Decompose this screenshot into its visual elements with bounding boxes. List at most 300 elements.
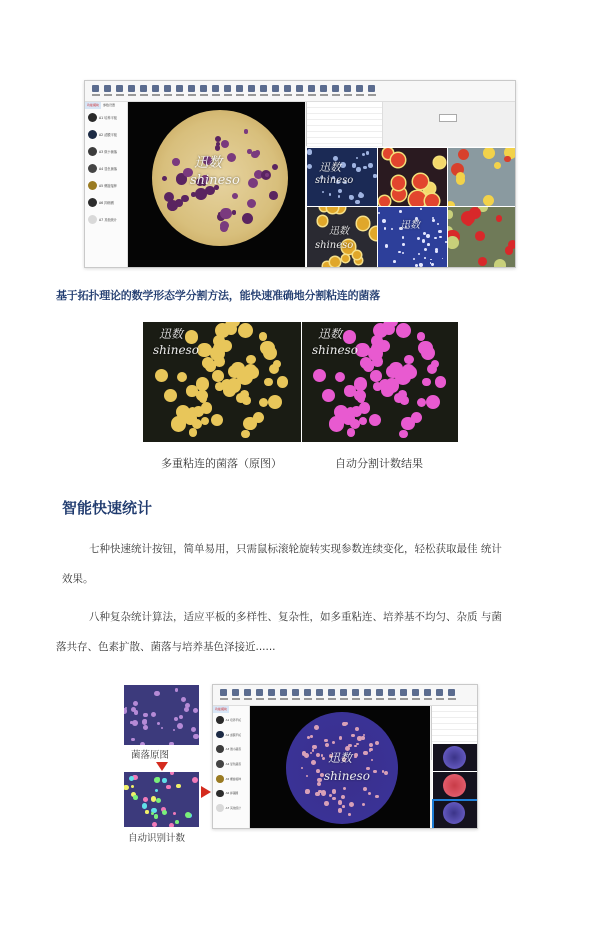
colony — [411, 412, 422, 423]
colony — [131, 785, 134, 788]
toolbar-tool-icon[interactable] — [259, 85, 268, 97]
side-item-label: A6 抑菌圈 — [99, 201, 114, 205]
watermark-top: 迅数 — [328, 751, 353, 765]
colony — [338, 800, 342, 804]
colony — [427, 364, 437, 374]
colony — [264, 378, 273, 387]
colony — [195, 188, 207, 200]
colony — [341, 795, 345, 799]
toolbar-tool-icon[interactable] — [399, 689, 408, 701]
colony — [263, 346, 277, 360]
colony — [255, 150, 261, 156]
toolbar-tool-icon[interactable] — [267, 689, 276, 701]
result-caption: 自动分割计数结果 — [335, 457, 423, 470]
side-item-label: A3 微小菌落 — [99, 150, 117, 154]
side-item-label: A7 其他统计 — [99, 218, 117, 222]
colony — [314, 725, 319, 730]
colony — [215, 382, 224, 391]
module-icon — [216, 731, 224, 739]
colony — [363, 787, 367, 791]
toolbar-tool-icon[interactable] — [283, 85, 292, 97]
side-item[interactable] — [213, 759, 249, 769]
colony — [305, 790, 309, 794]
watermark-bottom: shineso — [324, 769, 370, 783]
colony — [248, 178, 258, 188]
arrow-right-icon — [201, 786, 211, 798]
colony — [193, 734, 199, 740]
colony — [475, 231, 485, 241]
function-side-panel — [85, 102, 128, 267]
colony — [373, 382, 382, 391]
side-item[interactable] — [213, 744, 249, 754]
colony — [143, 713, 147, 717]
side-item[interactable] — [85, 146, 127, 157]
colony — [363, 166, 366, 169]
side-item-label: A1 培养平板 — [225, 717, 241, 722]
colony — [132, 720, 138, 726]
colony — [313, 369, 326, 382]
colony — [418, 253, 420, 255]
colony — [349, 195, 354, 200]
colony — [259, 332, 267, 340]
colony — [384, 227, 386, 229]
colony — [357, 217, 370, 230]
colony — [317, 782, 321, 786]
paragraph-1-line-1: 七种快速统计按钮，简单易用，只需鼠标滚轮旋转实现参数连续变化，轻松获取最佳 统计 — [89, 543, 502, 555]
colony — [413, 258, 415, 260]
colony — [366, 151, 370, 155]
toolbar-tool-icon[interactable] — [339, 689, 348, 701]
side-item-label: A2 滤膜平板 — [99, 133, 117, 137]
colony — [398, 251, 400, 253]
colony — [175, 688, 179, 692]
colony — [422, 378, 431, 387]
colony — [151, 712, 156, 717]
side-item[interactable] — [85, 163, 127, 174]
colony — [483, 147, 495, 159]
colony — [434, 157, 445, 168]
toolbar-tool-icon[interactable] — [447, 689, 456, 701]
colony — [343, 787, 346, 790]
colony — [344, 385, 355, 396]
colony — [392, 176, 405, 189]
colony — [356, 167, 361, 172]
colony — [162, 176, 167, 181]
colony — [447, 236, 459, 249]
colony — [221, 140, 229, 148]
colony — [363, 734, 365, 736]
toolbar-tool-icon[interactable] — [295, 85, 304, 97]
colony — [241, 430, 249, 438]
colony — [166, 785, 170, 789]
colony — [354, 377, 368, 391]
side-item[interactable] — [213, 803, 249, 813]
colony — [396, 323, 411, 338]
colony — [232, 210, 237, 215]
colony — [382, 219, 386, 223]
colony — [339, 736, 342, 739]
toolbar-tool-icon[interactable] — [343, 85, 352, 97]
colony — [342, 255, 349, 262]
toolbar-tool-icon[interactable] — [315, 689, 324, 701]
colony — [140, 742, 145, 745]
tab-parameters[interactable]: 参数设置 — [103, 103, 116, 107]
colony — [373, 770, 376, 773]
tab-function[interactable]: 功能模块 — [215, 707, 228, 711]
module-icon — [216, 745, 224, 753]
toolbar-tool-icon[interactable] — [219, 689, 228, 701]
colony — [350, 419, 360, 429]
colony — [379, 196, 390, 207]
module-icon — [216, 760, 224, 768]
toolbar-tool-icon[interactable] — [187, 85, 196, 97]
side-item-list — [213, 713, 249, 813]
colony — [362, 153, 365, 156]
colony — [244, 366, 256, 378]
colony — [324, 801, 329, 806]
colony — [175, 820, 179, 824]
colony — [316, 753, 320, 757]
toolbar-tool-icon[interactable] — [307, 85, 316, 97]
colony — [419, 263, 423, 267]
colony — [322, 793, 325, 796]
colony — [409, 191, 426, 207]
colony — [161, 727, 163, 729]
colony — [324, 739, 327, 742]
module-icon — [88, 181, 97, 190]
colony — [398, 390, 407, 399]
thumbnail-plate-2 — [432, 771, 478, 800]
colony — [170, 772, 174, 775]
watermark-top: 迅数 — [318, 327, 343, 341]
colony — [197, 343, 212, 358]
colony — [439, 236, 441, 238]
colony — [438, 230, 442, 234]
thumbnail-watermark-top: 迅数 — [329, 226, 349, 237]
colony — [179, 715, 183, 719]
module-icon — [216, 790, 224, 798]
function-side-panel — [213, 706, 250, 828]
colony — [483, 195, 494, 206]
colony — [369, 750, 371, 752]
colony — [316, 769, 320, 773]
toolbar-tool-icon[interactable] — [151, 85, 160, 97]
section-title: 智能快速统计 — [62, 499, 153, 517]
thumbnail-red-green — [447, 206, 516, 268]
toolbar-tool-icon[interactable] — [279, 689, 288, 701]
colony — [174, 717, 178, 721]
colony — [152, 822, 157, 827]
colony — [404, 355, 414, 365]
colony — [393, 260, 396, 263]
thumbnail-watermark-top: 迅数 — [319, 161, 341, 174]
colony — [351, 734, 355, 738]
toolbar-tool-icon[interactable] — [435, 689, 444, 701]
colony — [352, 163, 356, 167]
side-tabs — [213, 706, 249, 713]
toolbar-tool-icon[interactable] — [243, 689, 252, 701]
module-icon — [216, 804, 224, 812]
toolbar-tool-icon[interactable] — [423, 689, 432, 701]
thumbnail-watermark-bottom: shineso — [315, 240, 354, 251]
comparison-result-image — [302, 322, 458, 442]
colony — [212, 370, 224, 382]
colony — [307, 164, 312, 169]
colony — [369, 348, 378, 357]
thumbnail-grid-plate — [306, 147, 378, 207]
colony — [378, 340, 390, 352]
watermark-top: 迅数 — [194, 155, 222, 171]
paragraph-2-line-1: 八种复杂统计算法，适应平板的多样性、复杂性，如多重粘连、培养基不均匀、杂质 与菌 — [89, 611, 502, 623]
side-item-label: A5 螺旋接种 — [99, 184, 117, 188]
module-icon — [216, 716, 224, 724]
module-icon — [88, 147, 97, 156]
toolbar-tool-icon[interactable] — [199, 85, 208, 97]
toolbar-tool-icon[interactable] — [175, 85, 184, 97]
module-icon — [88, 198, 97, 207]
thumbnail-plate-3 — [432, 799, 478, 829]
toolbar-tool-icon[interactable] — [367, 85, 376, 97]
colony — [329, 416, 344, 431]
toolbar-tool-icon[interactable] — [271, 85, 280, 97]
colony — [368, 792, 371, 795]
software-screenshot-top — [84, 80, 516, 268]
colony — [124, 785, 129, 791]
toolbar-tool-icon[interactable] — [211, 85, 220, 97]
thumbnail-bright-colonies — [447, 147, 516, 207]
toolbar-tool-icon[interactable] — [387, 689, 396, 701]
thumbnail-plate-1 — [432, 743, 478, 772]
thumbnail-spiral — [306, 206, 378, 268]
colony — [357, 736, 362, 741]
watermark-bottom: shineso — [312, 343, 358, 357]
colony — [124, 708, 127, 714]
colony — [268, 395, 283, 410]
toolbar-tool-icon[interactable] — [163, 85, 172, 97]
colony-original-image — [124, 685, 199, 745]
colony — [154, 691, 159, 696]
colony — [227, 153, 236, 162]
colony — [330, 257, 340, 267]
colony — [215, 323, 230, 338]
side-item[interactable] — [85, 214, 127, 225]
colony — [310, 752, 312, 754]
side-item-label: A1 培养平板 — [99, 116, 117, 120]
module-icon — [216, 775, 224, 783]
colony — [329, 193, 332, 196]
colony — [302, 751, 307, 756]
toolbar-tool-icon[interactable] — [291, 689, 300, 701]
side-item[interactable] — [85, 129, 127, 140]
tab-function[interactable]: 功能模块 — [87, 103, 100, 107]
colony — [399, 430, 407, 438]
colony — [185, 812, 191, 818]
colony — [307, 150, 311, 154]
colony — [349, 802, 354, 807]
colony — [246, 355, 256, 365]
colony — [155, 789, 158, 792]
colony — [269, 364, 279, 374]
colony — [368, 163, 373, 168]
colony — [461, 211, 475, 225]
toolbar-tool-icon[interactable] — [331, 85, 340, 97]
side-item[interactable] — [213, 730, 249, 740]
colony — [318, 216, 327, 225]
colony — [269, 191, 277, 199]
toolbar-tool-icon[interactable] — [319, 85, 328, 97]
colony — [431, 263, 433, 265]
paragraph-1-line-2: 效果。 — [62, 573, 94, 585]
side-item[interactable] — [213, 789, 249, 799]
colony — [402, 236, 405, 239]
colony — [494, 259, 506, 268]
colony — [421, 346, 435, 360]
toolbar-tool-icon[interactable] — [223, 85, 232, 97]
colony — [192, 419, 202, 429]
colony — [162, 778, 166, 782]
toolbar-tool-icon[interactable] — [115, 85, 124, 97]
colony — [322, 191, 324, 193]
colony — [220, 340, 232, 352]
colony — [391, 153, 405, 167]
colony — [426, 234, 430, 238]
colony — [201, 402, 213, 414]
colony — [189, 428, 197, 436]
confirm-button[interactable] — [439, 114, 457, 122]
side-item-label: A5 螺旋接种 — [225, 776, 241, 781]
colony — [345, 722, 348, 725]
module-icon — [88, 113, 97, 122]
colony — [154, 814, 158, 818]
colony — [171, 416, 186, 431]
colony — [362, 803, 365, 806]
toolbar-tool-icon[interactable] — [351, 689, 360, 701]
colony — [496, 215, 502, 221]
colony — [172, 158, 180, 166]
colony — [504, 156, 510, 162]
colony — [164, 389, 177, 402]
parameter-panel — [306, 102, 382, 146]
colony — [312, 749, 314, 751]
toolbar-tool-icon[interactable] — [255, 689, 264, 701]
toolbar-tool-icon[interactable] — [231, 689, 240, 701]
colony — [185, 703, 190, 708]
colony — [211, 348, 220, 357]
toolbar-tool-icon[interactable] — [411, 689, 420, 701]
petri-dish — [286, 712, 398, 824]
side-item-label: A7 其他统计 — [225, 806, 241, 811]
colony — [340, 162, 346, 168]
colony — [434, 237, 437, 240]
module-icon — [88, 215, 97, 224]
plate-image-canvas — [128, 102, 305, 267]
toolbar-tool-icon[interactable] — [91, 85, 100, 97]
colony — [399, 210, 402, 213]
colony — [371, 759, 373, 761]
colony — [133, 701, 138, 706]
colony — [244, 129, 249, 134]
colony — [185, 330, 199, 344]
side-item[interactable] — [85, 112, 127, 123]
side-item-label: A4 显色菌落 — [225, 762, 241, 767]
colony — [427, 243, 430, 246]
side-item[interactable] — [85, 180, 127, 191]
original-caption: 多重粘连的菌落（原图） — [161, 457, 282, 470]
side-item[interactable] — [85, 197, 127, 208]
comparison-original-image — [143, 322, 301, 442]
colony — [447, 210, 453, 219]
toolbar-tool-icon[interactable] — [327, 689, 336, 701]
toolbar-tool-icon[interactable] — [375, 689, 384, 701]
side-item[interactable] — [213, 715, 249, 725]
colony — [131, 738, 135, 742]
colony — [417, 398, 426, 407]
colony — [277, 376, 289, 388]
toolbar-tool-icon[interactable] — [127, 85, 136, 97]
side-tabs — [85, 102, 127, 109]
colony — [201, 417, 209, 425]
colony — [384, 771, 388, 775]
colony — [402, 252, 404, 254]
toolbar-tool-icon[interactable] — [235, 85, 244, 97]
colony — [196, 377, 210, 391]
colony — [369, 743, 373, 747]
colony — [424, 248, 427, 251]
colony — [177, 372, 187, 382]
toolbar-tool-icon[interactable] — [139, 85, 148, 97]
toolbar-tool-icon[interactable] — [363, 689, 372, 701]
colony — [435, 376, 447, 388]
colony — [143, 725, 148, 730]
colony — [391, 228, 393, 230]
colony — [247, 199, 256, 208]
colony — [478, 257, 487, 266]
colony — [343, 330, 357, 344]
colony — [181, 195, 189, 203]
colony — [193, 708, 198, 713]
watermark-bottom: shineso — [190, 173, 240, 188]
colony — [375, 741, 379, 745]
colony — [335, 372, 345, 382]
colony — [359, 417, 367, 425]
colony — [325, 743, 330, 748]
watermark-top: 迅数 — [159, 327, 184, 341]
software-screenshot-bottom — [212, 684, 478, 829]
toolbar-tool-icon[interactable] — [355, 85, 364, 97]
colony — [359, 402, 371, 414]
colony — [402, 243, 405, 246]
colony — [354, 756, 356, 758]
colony — [181, 697, 186, 702]
toolbar-tool-icon[interactable] — [303, 689, 312, 701]
side-item[interactable] — [213, 774, 249, 784]
toolbar-tool-icon[interactable] — [247, 85, 256, 97]
colony — [369, 414, 382, 427]
colony — [424, 257, 426, 259]
colony — [347, 428, 355, 436]
colony — [420, 208, 422, 210]
toolbar-tool-icon[interactable] — [103, 85, 112, 97]
colony — [458, 149, 469, 160]
colony — [253, 412, 264, 423]
colony — [332, 741, 335, 744]
colony — [186, 385, 197, 396]
colony — [332, 789, 336, 793]
module-icon — [88, 164, 97, 173]
thumbnail-red-colonies — [377, 147, 448, 207]
colony — [322, 389, 335, 402]
colony — [430, 259, 432, 261]
